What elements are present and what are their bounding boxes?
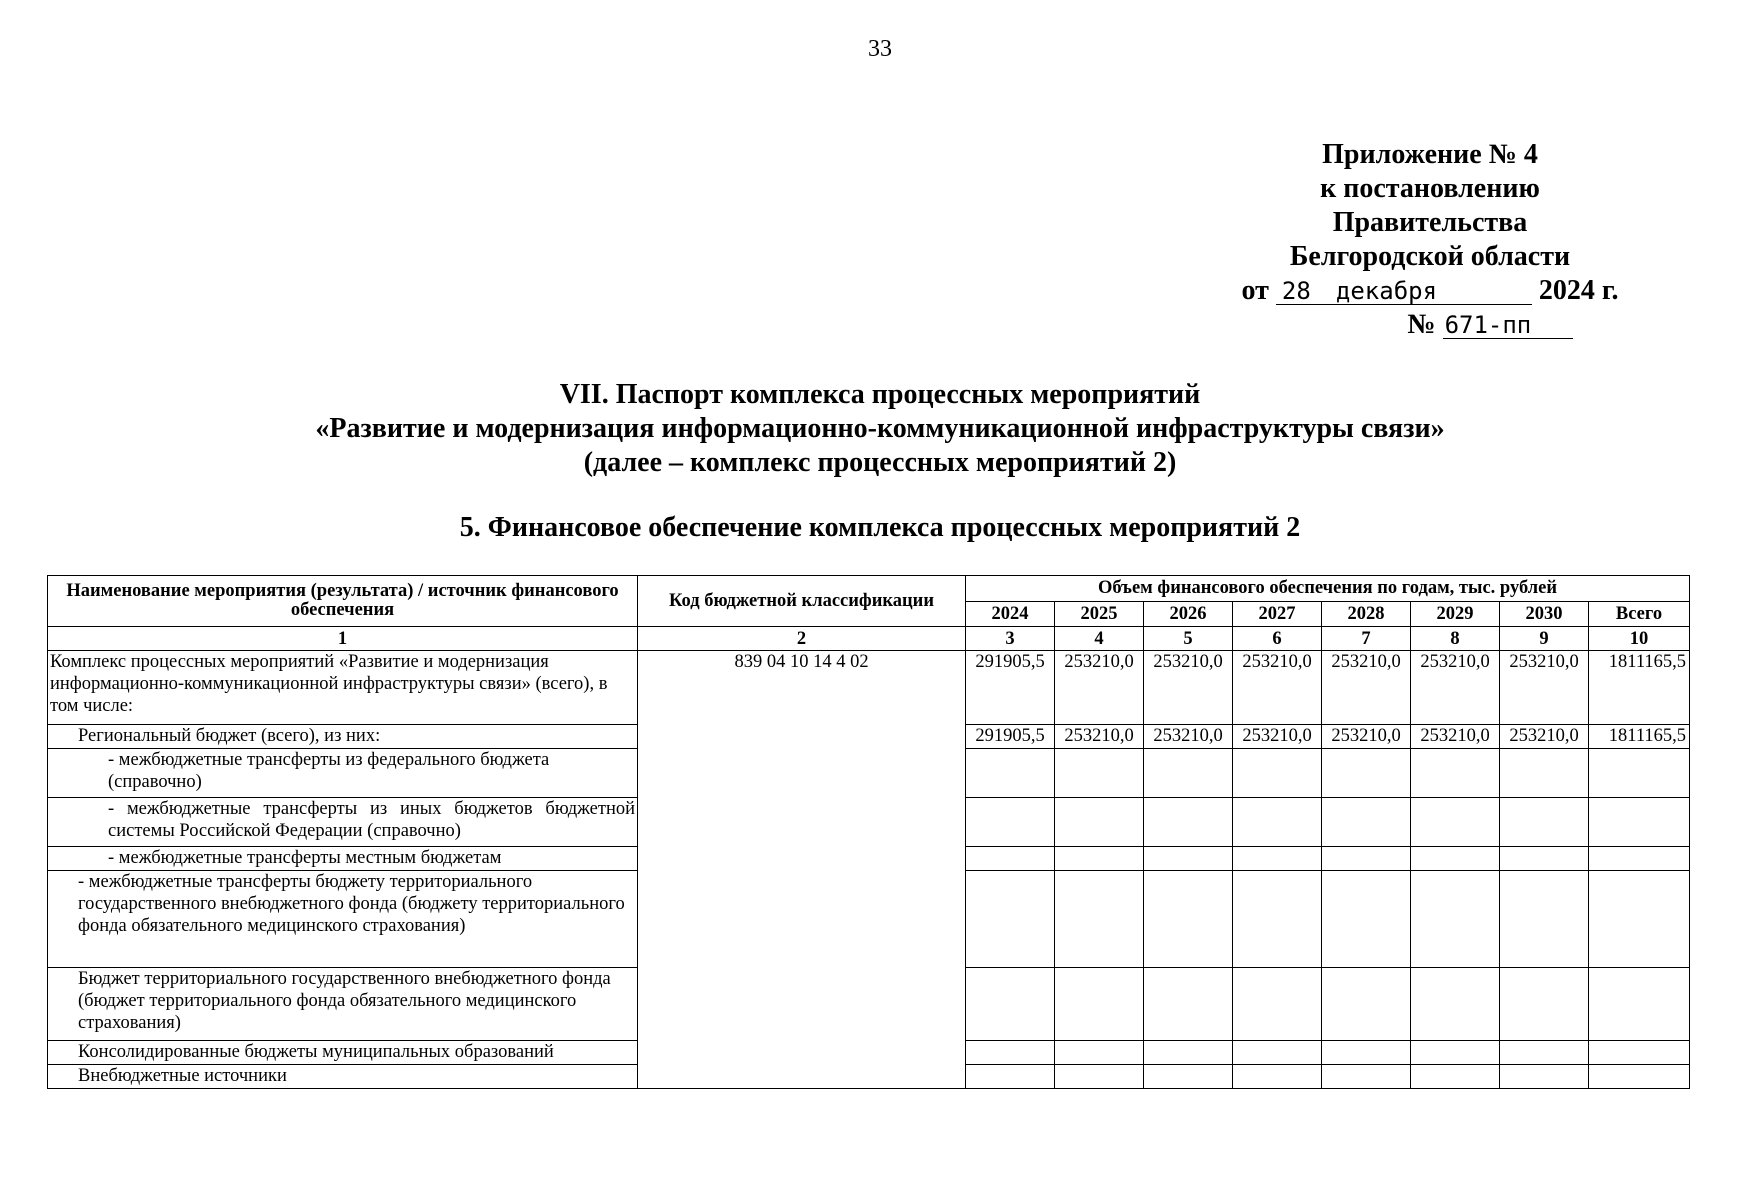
value-cell: 253210,0 [1144,725,1233,749]
empty-cell [1500,1065,1589,1089]
empty-cell [1411,871,1500,968]
value-cell: 291905,5 [966,725,1055,749]
date-month: декабря [1322,278,1532,305]
empty-cell [1055,749,1144,798]
empty-cell [1233,847,1322,871]
empty-cell [1055,847,1144,871]
empty-cell [1589,1041,1690,1065]
empty-cell [966,798,1055,847]
empty-cell [1144,1041,1233,1065]
empty-cell [1055,1065,1144,1089]
number-prefix: № [1407,309,1436,340]
empty-cell [1411,1065,1500,1089]
index-cell: 1 [48,627,638,651]
section-subtitle: 5. Финансовое обеспечение комплекса процессных мероприятий 2 [459,512,1301,543]
number-value: 671-пп [1443,312,1573,339]
year-header: 2026 [1144,602,1233,627]
value-cell: 291905,5 [966,651,1055,725]
empty-cell [1144,749,1233,798]
empty-cell [1411,749,1500,798]
empty-cell [1500,847,1589,871]
empty-cell [1500,968,1589,1041]
empty-cell [1144,871,1233,968]
empty-cell [1144,1065,1233,1089]
empty-cell [1233,1041,1322,1065]
empty-cell [1322,1041,1411,1065]
empty-cell [1322,798,1411,847]
header-volume: Объем финансового обеспечения по годам, тыс. рублей [966,576,1690,602]
section-title [0,378,1760,480]
year-header: 2028 [1322,602,1411,627]
empty-cell [1589,798,1690,847]
appendix-date [1230,274,1630,308]
section-title-line-3: (далее – комплекс процессных мероприятий 2) [583,447,1177,478]
empty-cell [966,1065,1055,1089]
total-header: Всего [1589,602,1690,627]
index-row [48,627,1690,651]
row-name: Консолидированные бюджеты муниципальных образований [48,1041,638,1065]
empty-cell [1055,1041,1144,1065]
index-cell: 5 [1144,627,1233,651]
index-cell: 8 [1411,627,1500,651]
row-name [48,871,638,968]
table-row [48,651,1690,725]
empty-cell [1322,847,1411,871]
total-cell: 1811165,5 [1589,651,1690,725]
empty-cell [1055,798,1144,847]
row-name: - межбюджетные трансферты из иных бюджетов бюджетной системы Российской Федерации (справочно) [48,798,638,847]
empty-cell [1411,798,1500,847]
row-name: Региональный бюджет (всего), из них: [48,725,638,749]
value-cell: 253210,0 [1233,725,1322,749]
empty-cell [1322,968,1411,1041]
row-name: - межбюджетные трансферты из федерального бюджета (справочно) [48,749,638,798]
index-cell: 7 [1322,627,1411,651]
index-cell: 10 [1589,627,1690,651]
empty-cell [1233,1065,1322,1089]
empty-cell [1055,871,1144,968]
total-cell: 1811165,5 [1589,725,1690,749]
year-header: 2029 [1411,602,1500,627]
value-cell: 253210,0 [1055,725,1144,749]
empty-cell [1589,749,1690,798]
value-cell: 253210,0 [1411,725,1500,749]
empty-cell [1233,749,1322,798]
empty-cell [1055,968,1144,1041]
empty-cell [1589,968,1690,1041]
empty-cell [1411,847,1500,871]
empty-cell [966,968,1055,1041]
empty-cell [966,871,1055,968]
index-cell: 3 [966,627,1055,651]
row-name: Внебюджетные источники [48,1065,638,1089]
empty-cell [1589,1065,1690,1089]
value-cell: 253210,0 [1411,651,1500,725]
year-header: 2025 [1055,602,1144,627]
row-name: Бюджет территориального государственного внебюджетного фонда (бюджет территориального фонда обязательного медицинского страхования) [48,968,638,1041]
date-prefix: от [1241,275,1269,306]
date-year: 2024 г. [1538,275,1619,306]
value-cell: 253210,0 [1500,725,1589,749]
header-name: Наименование мероприятия (результата) / источник финансового обеспечения [48,576,638,627]
empty-cell [966,847,1055,871]
empty-cell [966,1041,1055,1065]
empty-cell [1144,968,1233,1041]
empty-cell [1500,871,1589,968]
empty-cell [1144,798,1233,847]
empty-cell [1322,1065,1411,1089]
empty-cell [1322,749,1411,798]
header-row-1 [48,576,1690,602]
appendix-decree: к постановлению Правительства [1320,173,1540,238]
row-name: Комплекс процессных мероприятий «Развитие и модернизация информационно-коммуникационной инфраструктуры связи» (всего), в том числе: [48,651,638,725]
value-cell: 253210,0 [1055,651,1144,725]
empty-cell [1233,798,1322,847]
empty-cell [1411,968,1500,1041]
year-header: 2024 [966,602,1055,627]
value-cell: 253210,0 [1144,651,1233,725]
value-cell: 253210,0 [1322,651,1411,725]
row-name-text: - межбюджетные трансферты бюджету территориального государственного внебюджетного фонда (бюджету территориального фонда обязательного медицинского страхования) [78,872,625,936]
empty-cell [1500,749,1589,798]
empty-cell [1233,968,1322,1041]
value-cell: 253210,0 [1322,725,1411,749]
empty-cell [1233,871,1322,968]
header-code: Код бюджетной классификации [638,576,966,627]
appendix-region: Белгородской области [1289,241,1571,272]
appendix-block [1230,138,1630,342]
index-cell: 4 [1055,627,1144,651]
empty-cell [966,749,1055,798]
index-cell: 2 [638,627,966,651]
row-name: - межбюджетные трансферты местным бюджетам [48,847,638,871]
year-header: 2030 [1500,602,1589,627]
budget-code: 839 04 10 14 4 02 [638,651,966,1089]
date-day: 28 [1276,278,1322,305]
section-title-line-1: VII. Паспорт комплекса процессных мероприятий [559,379,1201,410]
empty-cell [1144,847,1233,871]
value-cell: 253210,0 [1233,651,1322,725]
value-cell: 253210,0 [1500,651,1589,725]
empty-cell [1589,871,1690,968]
appendix-title: Приложение № 4 [1322,139,1538,170]
year-header: 2027 [1233,602,1322,627]
empty-cell [1322,871,1411,968]
index-cell: 6 [1233,627,1322,651]
section-title-line-2: «Развитие и модернизация информационно-коммуникационной инфраструктуры связи» [315,413,1445,444]
page-number: 33 [868,36,892,62]
financing-table [47,575,1690,1089]
appendix-number [1230,308,1630,342]
empty-cell [1500,1041,1589,1065]
empty-cell [1411,1041,1500,1065]
empty-cell [1589,847,1690,871]
empty-cell [1500,798,1589,847]
index-cell: 9 [1500,627,1589,651]
